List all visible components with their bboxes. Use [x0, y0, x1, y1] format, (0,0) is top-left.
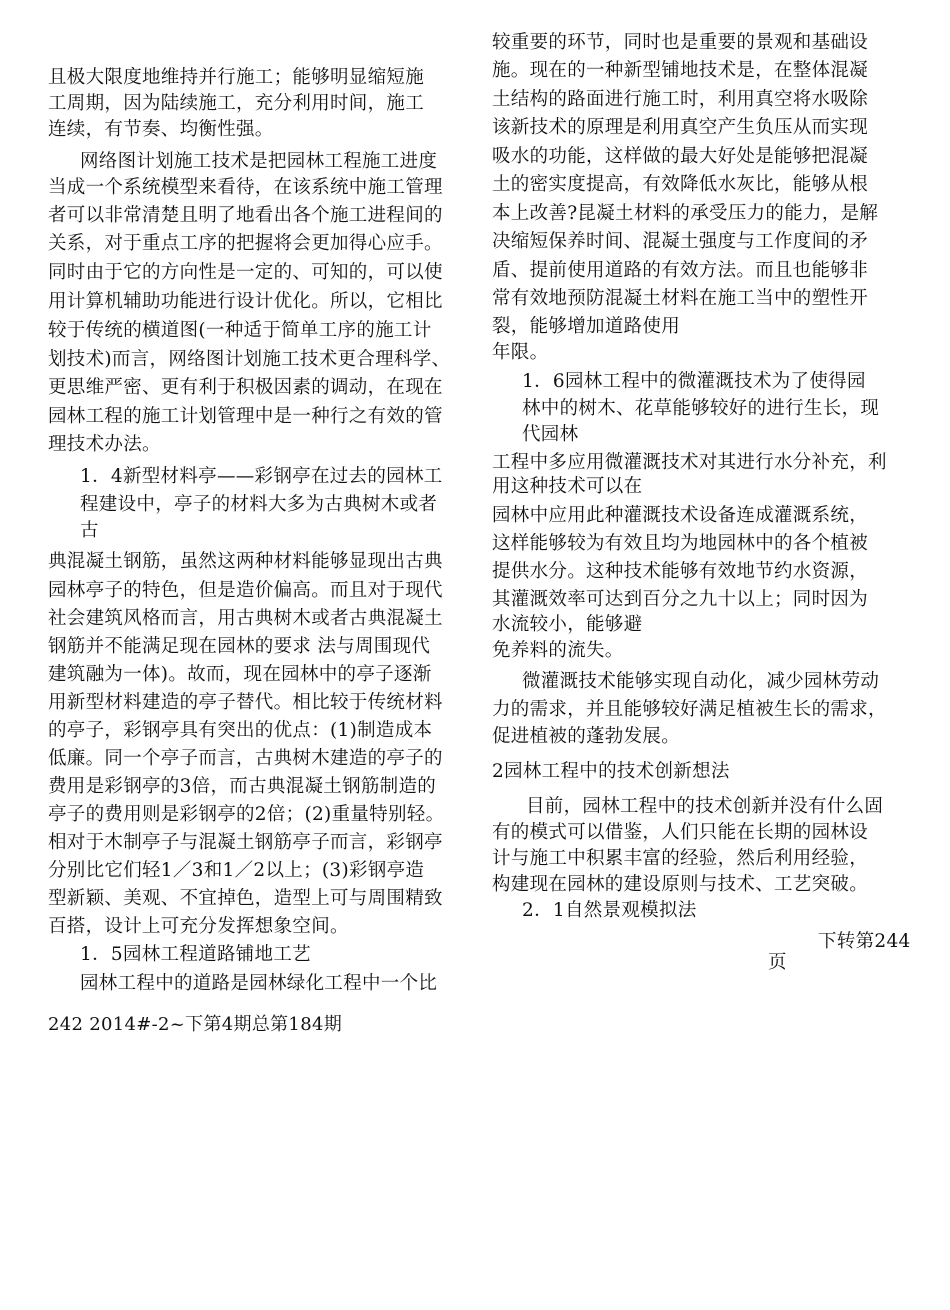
- text-line: 较重要的环节，同时也是重要的景观和基础设: [492, 32, 869, 53]
- text-line: 土结构的路面进行施工时，利用真空将水吸除: [492, 89, 869, 110]
- text-line: 的亭子，彩钢亭具有突出的优点：(1)制造成本: [48, 720, 433, 741]
- text-line: 园林工程中的道路是园林绿化工程中一个比: [80, 973, 438, 994]
- text-line: 微灌溉技术能够实现自动化，减少园林劳动: [522, 671, 880, 692]
- section-heading: 2园林工程中的技术创新想法: [492, 761, 730, 782]
- text-line: 免养料的流失。: [492, 640, 624, 661]
- text-line: 较于传统的横道图(一种适于简单工序的施工计: [48, 320, 432, 341]
- text-line: 力的需求，并且能够较好满足植被生长的需求，: [492, 699, 887, 720]
- text-line: 年限。: [492, 342, 549, 363]
- page-footer: 242 2014#-2~下第4期总第184期: [48, 1014, 342, 1035]
- text-line: 林中的树木、花草能够较好的进行生长，现: [522, 398, 880, 419]
- text-line: 提供水分。这种技术能够有效地节约水资源，: [492, 561, 869, 582]
- text-line: 程建设中，亭子的材料大多为古典树木或者: [80, 494, 438, 515]
- text-line: 古: [80, 520, 99, 541]
- text-line: 低廉。同一个亭子而言，古典树木建造的亭子的: [48, 748, 443, 769]
- text-line: 用计算机辅助功能进行设计优化。所以，它相比: [48, 291, 443, 312]
- text-line: 典混凝土钢筋，虽然这两种材料能够显现出古典: [48, 551, 443, 572]
- text-line: 且极大限度地维持并行施工；能够明显缩短施: [48, 67, 425, 88]
- text-line: 这样能够较为有效且均为地园林中的各个植被: [492, 533, 869, 554]
- text-line: 更思维严密、更有利于积极因素的调动，在现在: [48, 377, 443, 398]
- text-line: 目前，园林工程中的技术创新并没有什么固: [526, 796, 884, 817]
- text-line: 园林工程的施工计划管理中是一种行之有效的管: [48, 406, 443, 427]
- text-line: 同时由于它的方向性是一定的、可知的，可以使: [48, 262, 443, 283]
- text-line: 工周期，因为陆续施工，充分利用时间，施工: [48, 93, 425, 114]
- text-line: 建筑融为一体)。故而，现在园林中的亭子逐渐: [48, 664, 432, 685]
- text-line: 构建现在园林的建设原则与技术、工艺突破。: [492, 874, 869, 895]
- text-line: 连续，有节奏、均衡性强。: [48, 119, 274, 140]
- text-line: 常有效地预防混凝土材料在施工当中的塑性开: [492, 288, 869, 309]
- text-line: 理技术办法。: [48, 434, 161, 455]
- text-line: 社会建筑风格而言，用古典树木或者古典混凝土: [48, 608, 443, 629]
- text-line: 费用是彩钢亭的3倍，而古典混凝土钢筋制造的: [48, 776, 437, 797]
- text-line: 代园林: [522, 424, 579, 445]
- section-heading: 1．5园林工程道路铺地工艺: [80, 944, 311, 965]
- text-line: 计与施工中积累丰富的经验，然后利用经验，: [492, 848, 869, 869]
- continuation-note: 页: [768, 952, 787, 973]
- text-line: 促进植被的蓬勃发展。: [492, 726, 681, 747]
- text-line: 百搭，设计上可充分发挥想象空间。: [48, 916, 349, 937]
- section-heading: 1．4新型材料亭——彩钢亭在过去的园林工: [80, 466, 443, 487]
- continuation-note: 下转第244: [818, 931, 911, 952]
- text-line: 者可以非常清楚且明了地看出各个施工进程间的: [48, 205, 443, 226]
- text-line: 园林中应用此种灌溉技术设备连成灌溉系统，: [492, 505, 869, 526]
- text-line: 网络图计划施工技术是把园林工程施工进度: [80, 151, 438, 172]
- text-line: 亭子的费用则是彩钢亭的2倍；(2)重量特别轻。: [48, 804, 445, 825]
- text-line: 划技术)而言，网络图计划施工技术更合理科学、: [48, 349, 451, 370]
- text-line: 该新技术的原理是利用真空产生负压从而实现: [492, 117, 869, 138]
- text-line: 当成一个系统模型来看待，在该系统中施工管理: [48, 177, 443, 198]
- text-line: 用新型材料建造的亭子替代。相比较于传统材料: [48, 692, 443, 713]
- text-line: 钢筋并不能满足现在园林的要求 法与周围现代: [48, 636, 431, 657]
- text-line: 水流较小，能够避: [492, 614, 643, 635]
- text-line: 裂，能够增加道路使用: [492, 316, 681, 337]
- section-heading: 1．6园林工程中的微灌溉技术为了使得园: [522, 371, 866, 392]
- text-line: 相对于木制亭子与混凝土钢筋亭子而言，彩钢亭: [48, 832, 443, 853]
- text-line: 型新颖、美观、不宜掉色，造型上可与周围精致: [48, 888, 443, 909]
- section-heading: 2．1自然景观模拟法: [522, 900, 697, 921]
- text-line: 施。现在的一种新型铺地技术是，在整体混凝: [492, 60, 869, 81]
- text-line: 工程中多应用微灌溉技术对其进行水分补充，利: [492, 452, 887, 473]
- text-line: 园林亭子的特色，但是造价偏高。而且对于现代: [48, 580, 443, 601]
- text-line: 其灌溉效率可达到百分之九十以上；同时因为: [492, 589, 869, 610]
- text-line: 分别比它们轻1／3和1／2以上；(3)彩钢亭造: [48, 860, 425, 881]
- text-line: 本上改善?昆凝土材料的承受压力的能力，是解: [492, 203, 879, 224]
- text-line: 土的密实度提高，有效降低水灰比，能够从根: [492, 174, 869, 195]
- text-line: 吸水的功能，这样做的最大好处是能够把混凝: [492, 146, 869, 167]
- text-line: 关系，对于重点工序的把握将会更加得心应手。: [48, 233, 443, 254]
- text-line: 用这种技术可以在: [492, 476, 643, 497]
- text-line: 盾、提前使用道路的有效方法。而且也能够非: [492, 260, 869, 281]
- text-line: 有的模式可以借鉴，人们只能在长期的园林设: [492, 822, 869, 843]
- text-line: 决缩短保养时间、混凝土强度与工作度间的矛: [492, 231, 869, 252]
